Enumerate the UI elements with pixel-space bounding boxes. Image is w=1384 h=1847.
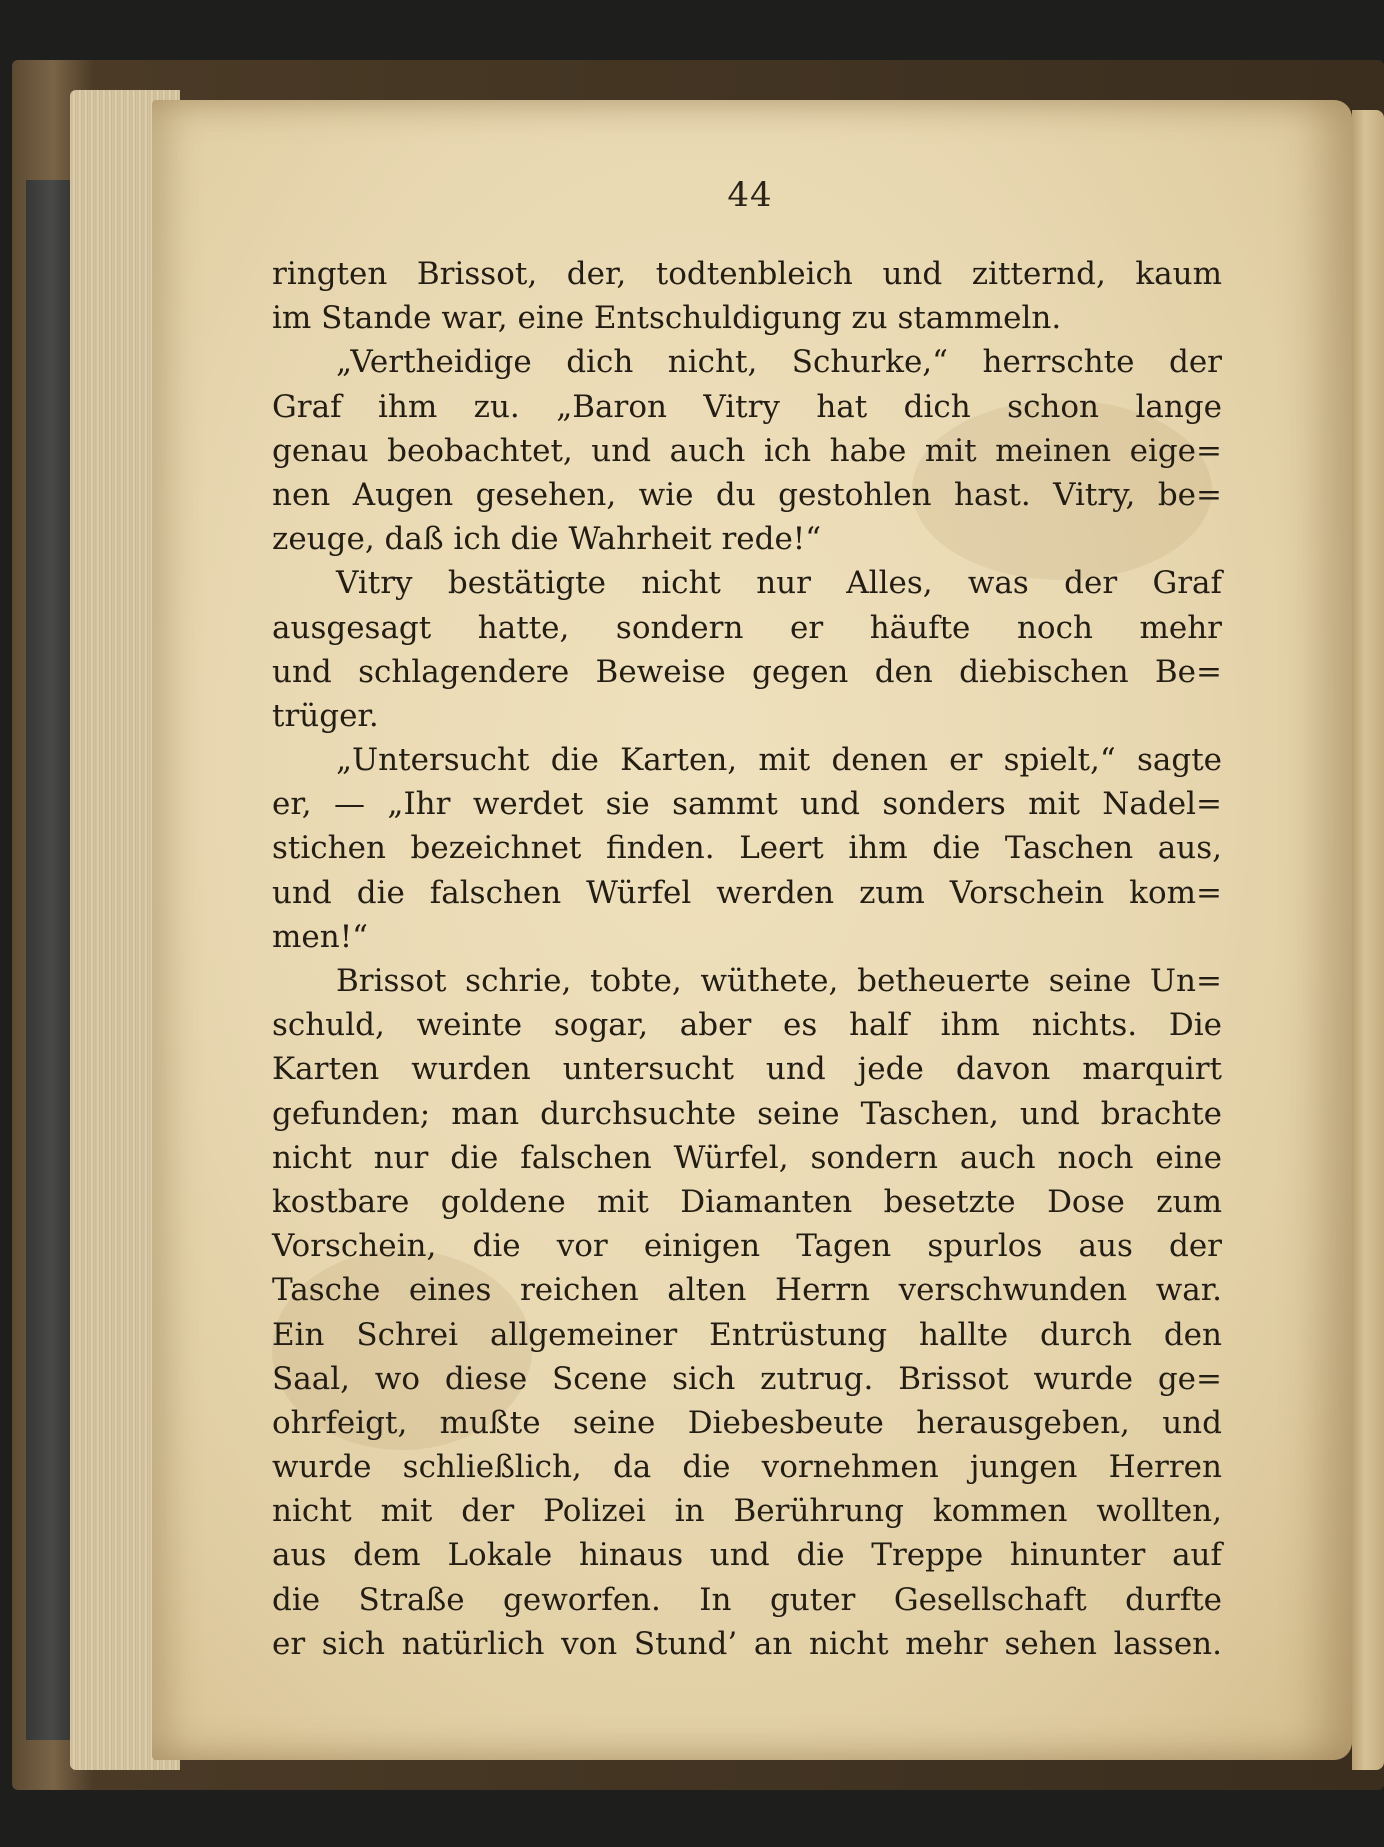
book-spine xyxy=(26,180,76,1740)
text-line: die Straße geworfen. In guter Gesellschaft durfte xyxy=(272,1581,1222,1618)
text-line: „Vertheidige dich nicht, Schurke,“ herrschte der xyxy=(336,344,1222,381)
text-line: aus dem Lokale hinaus und die Treppe hinunter auf xyxy=(272,1537,1222,1574)
text-line: nicht nur die falschen Würfel, sondern auch noch eine xyxy=(272,1139,1222,1176)
text-line: kostbare goldene mit Diamanten besetzte Dose zum xyxy=(272,1183,1222,1220)
text-line: Tasche eines reichen alten Herrn verschwunden war. xyxy=(272,1272,1222,1309)
text-line: men!“ xyxy=(272,918,369,955)
text-line: Saal, wo diese Scene sich zutrug. Brissot wurde ge= xyxy=(272,1360,1222,1397)
text-line: schuld, weinte sogar, aber es half ihm nichts. Die xyxy=(272,1007,1222,1044)
text-line: trüger. xyxy=(272,697,379,734)
text-line: nen Augen gesehen, wie du gestohlen hast. Vitry, be= xyxy=(272,476,1222,513)
text-line: Ein Schrei allgemeiner Entrüstung hallte durch den xyxy=(272,1316,1222,1353)
text-line: wurde schließlich, da die vornehmen jungen Herren xyxy=(272,1449,1222,1486)
text-line: zeuge, daß ich die Wahrheit rede!“ xyxy=(272,521,822,558)
page-number: 44 xyxy=(727,175,773,215)
text-line: stichen bezeichnet finden. Leert ihm die Taschen aus, xyxy=(272,830,1222,867)
text-line: Vorschein, die vor einigen Tagen spurlos aus der xyxy=(272,1228,1222,1265)
text-line: Brissot schrie, tobte, wüthete, betheuerte seine Un= xyxy=(336,963,1222,999)
text-line: ringten Brissot, der, todtenbleich und zitternd, kaum xyxy=(272,256,1222,292)
page-text xyxy=(272,252,1222,1666)
text-line: ausgesagt hatte, sondern er häufte noch mehr xyxy=(272,609,1222,646)
text-line: ohrfeigt, mußte seine Diebesbeute herausgeben, und xyxy=(272,1404,1222,1441)
text-line: „Untersucht die Karten, mit denen er spielt,“ sagte xyxy=(336,742,1222,779)
text-line: er, — „Ihr werdet sie sammt und sonders mit Nadel= xyxy=(272,786,1222,823)
text-line: und schlagendere Beweise gegen den diebischen Be= xyxy=(272,653,1222,690)
text-line: im Stande war, eine Entschuldigung zu stammeln. xyxy=(272,300,1062,337)
text-line: er sich natürlich von Stund’ an nicht mehr sehen lassen. xyxy=(272,1625,1222,1662)
text-line: nicht mit der Polizei in Berührung kommen wollten, xyxy=(272,1493,1222,1530)
text-line: und die falschen Würfel werden zum Vorschein kom= xyxy=(272,874,1222,911)
text-line: Karten wurden untersucht und jede davon marquirt xyxy=(272,1051,1222,1088)
facing-page-edge xyxy=(1352,110,1384,1770)
text-line: genau beobachtet, und auch ich habe mit meinen eige= xyxy=(272,432,1222,469)
text-line: gefunden; man durchsuchte seine Taschen, und brachte xyxy=(272,1095,1222,1132)
text-line: Vitry bestätigte nicht nur Alles, was der Graf xyxy=(336,565,1222,602)
text-line: Graf ihm zu. „Baron Vitry hat dich schon lange xyxy=(272,388,1222,425)
